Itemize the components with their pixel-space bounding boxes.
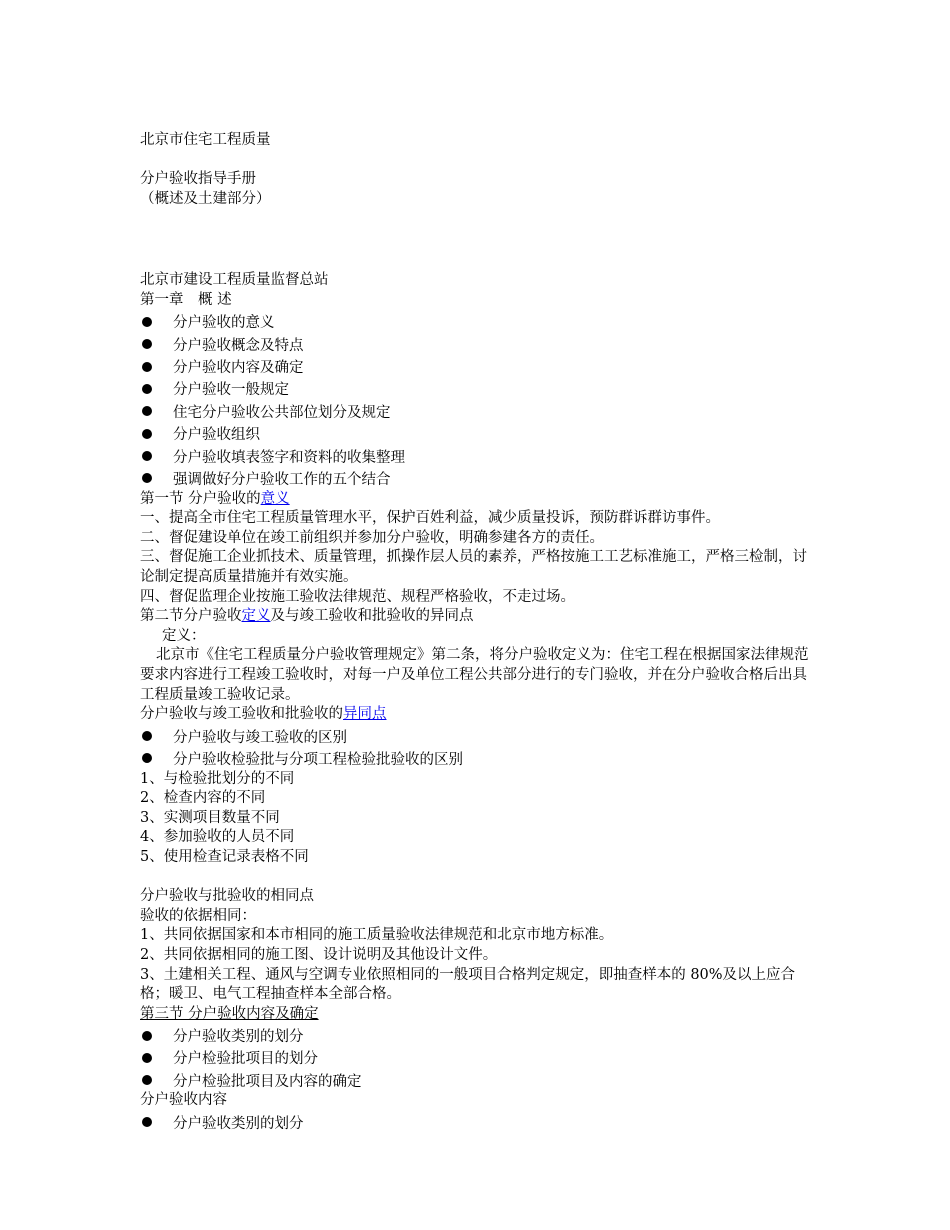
list-item: 分户检验批项目的划分 — [140, 1047, 815, 1069]
bullet-icon — [142, 317, 152, 327]
chapter-heading: 第一章 概 述 — [140, 291, 232, 308]
section2-heading-link[interactable]: 定义 — [241, 608, 271, 625]
diff-bullet-list — [140, 725, 815, 770]
doc-title-line1: 北京市住宅工程质量 — [140, 132, 271, 148]
list-item: 分户验收类别的划分 — [140, 1111, 815, 1133]
diff-heading-link[interactable]: 异同点 — [343, 706, 387, 723]
list-item: 住宅分户验收公共部位划分及规定 — [140, 400, 815, 422]
bullet-icon — [142, 362, 152, 372]
diff-item: 5、使用检查记录表格不同 — [140, 848, 309, 865]
section1-item: 二、督促建设单位在竣工前组织并参加分户验收，明确参建各方的责任。 — [140, 529, 604, 546]
definition-label: 定义： — [162, 627, 206, 644]
diff-item: 4、参加验收的人员不同 — [140, 829, 295, 846]
bullet-icon — [142, 753, 152, 763]
definition-text: 北京市《住宅工程质量分户验收管理规定》第二条，将分户验收定义为：住宅工程在根据国家法律规范要求内容进行工程竣工验收时，对每一户及单位工程公共部分进行的专门验收，并在分户验收合格后出具工程质量竣工验收记录。 — [140, 647, 809, 703]
list-item: 分户验收内容及确定 — [140, 355, 815, 377]
section3-subheading: 分户验收内容 — [140, 1092, 227, 1109]
bullet-icon — [142, 406, 152, 416]
same-item: 2、共同依据相同的施工图、设计说明及其他设计文件。 — [140, 946, 498, 963]
same-item: 3、土建相关工程、通风与空调专业依照相同的一般项目合格判定规定，即抽查样本的 80%及以上应合格；暖卫、电气工程抽查样本全部合格。 — [140, 966, 796, 1003]
blank-line — [140, 868, 815, 888]
doc-title-line3: （概述及土建部分） — [140, 190, 271, 207]
diff-heading: 分户验收与竣工验收和批验收的异同点 — [140, 706, 387, 723]
bullet-icon — [142, 339, 152, 349]
section1-heading: 第一节 分户验收的意义 — [140, 490, 290, 507]
section2-heading: 第二节分户验收定义及与竣工验收和批验收的异同点 — [140, 608, 474, 625]
same-heading: 分户验收与批验收的相同点 — [140, 888, 314, 905]
list-item: 分户检验批项目及内容的确定 — [140, 1069, 815, 1091]
bullet-icon — [142, 1031, 152, 1041]
bullet-icon — [142, 1117, 152, 1127]
bullet-icon — [142, 1053, 152, 1063]
list-item: 分户验收与竣工验收的区别 — [140, 725, 815, 747]
same-item: 1、共同依据国家和本市相同的施工质量验收法律规范和北京市地方标准。 — [140, 927, 614, 944]
section3-heading: 第三节 分户验收内容及确定 — [140, 1005, 319, 1022]
section1-item: 一、提高全市住宅工程质量管理水平，保护百姓利益，减少质量投诉，预防群诉群访事件。 — [140, 510, 720, 527]
bullet-icon — [142, 384, 152, 394]
section1-heading-link[interactable]: 意义 — [260, 490, 290, 507]
list-item: 分户验收概念及特点 — [140, 333, 815, 355]
bullet-icon — [142, 451, 152, 461]
same-subheading: 验收的依据相同： — [140, 907, 256, 924]
diff-item: 3、实测项目数量不同 — [140, 809, 280, 826]
bullet-icon — [142, 429, 152, 439]
blank-line — [140, 151, 815, 171]
list-item: 分户验收一般规定 — [140, 378, 815, 400]
chapter-bullet-list — [140, 311, 815, 490]
section1-item: 四、督促监理企业按施工验收法律规范、规程严格验收，不走过场。 — [140, 588, 575, 605]
list-item: 强调做好分户验收工作的五个结合 — [140, 467, 815, 489]
document-body — [140, 131, 815, 1133]
section3-bullet-list — [140, 1024, 815, 1091]
doc-title-line2: 分户验收指导手册 — [140, 171, 256, 188]
bullet-icon — [142, 731, 152, 741]
list-item: 分户验收的意义 — [140, 311, 815, 333]
bullet-icon — [142, 1075, 152, 1085]
list-item: 分户验收组织 — [140, 423, 815, 445]
diff-item: 1、与检验批划分的不同 — [140, 770, 295, 787]
list-item: 分户验收检验批与分项工程检验批验收的区别 — [140, 747, 815, 769]
diff-item: 2、检查内容的不同 — [140, 790, 266, 807]
list-item: 分户验收类别的划分 — [140, 1024, 815, 1046]
issuing-organization: 北京市建设工程质量监督总站 — [140, 272, 329, 289]
blank-space — [140, 209, 815, 271]
section1-item: 三、督促施工企业抓技术、质量管理，抓操作层人员的素养，严格按施工工艺标准施工，严格三检制，讨论制定提高质量措施并有效实施。 — [140, 549, 807, 586]
bullet-icon — [142, 473, 152, 483]
list-item: 分户验收填表签字和资料的收集整理 — [140, 445, 815, 467]
